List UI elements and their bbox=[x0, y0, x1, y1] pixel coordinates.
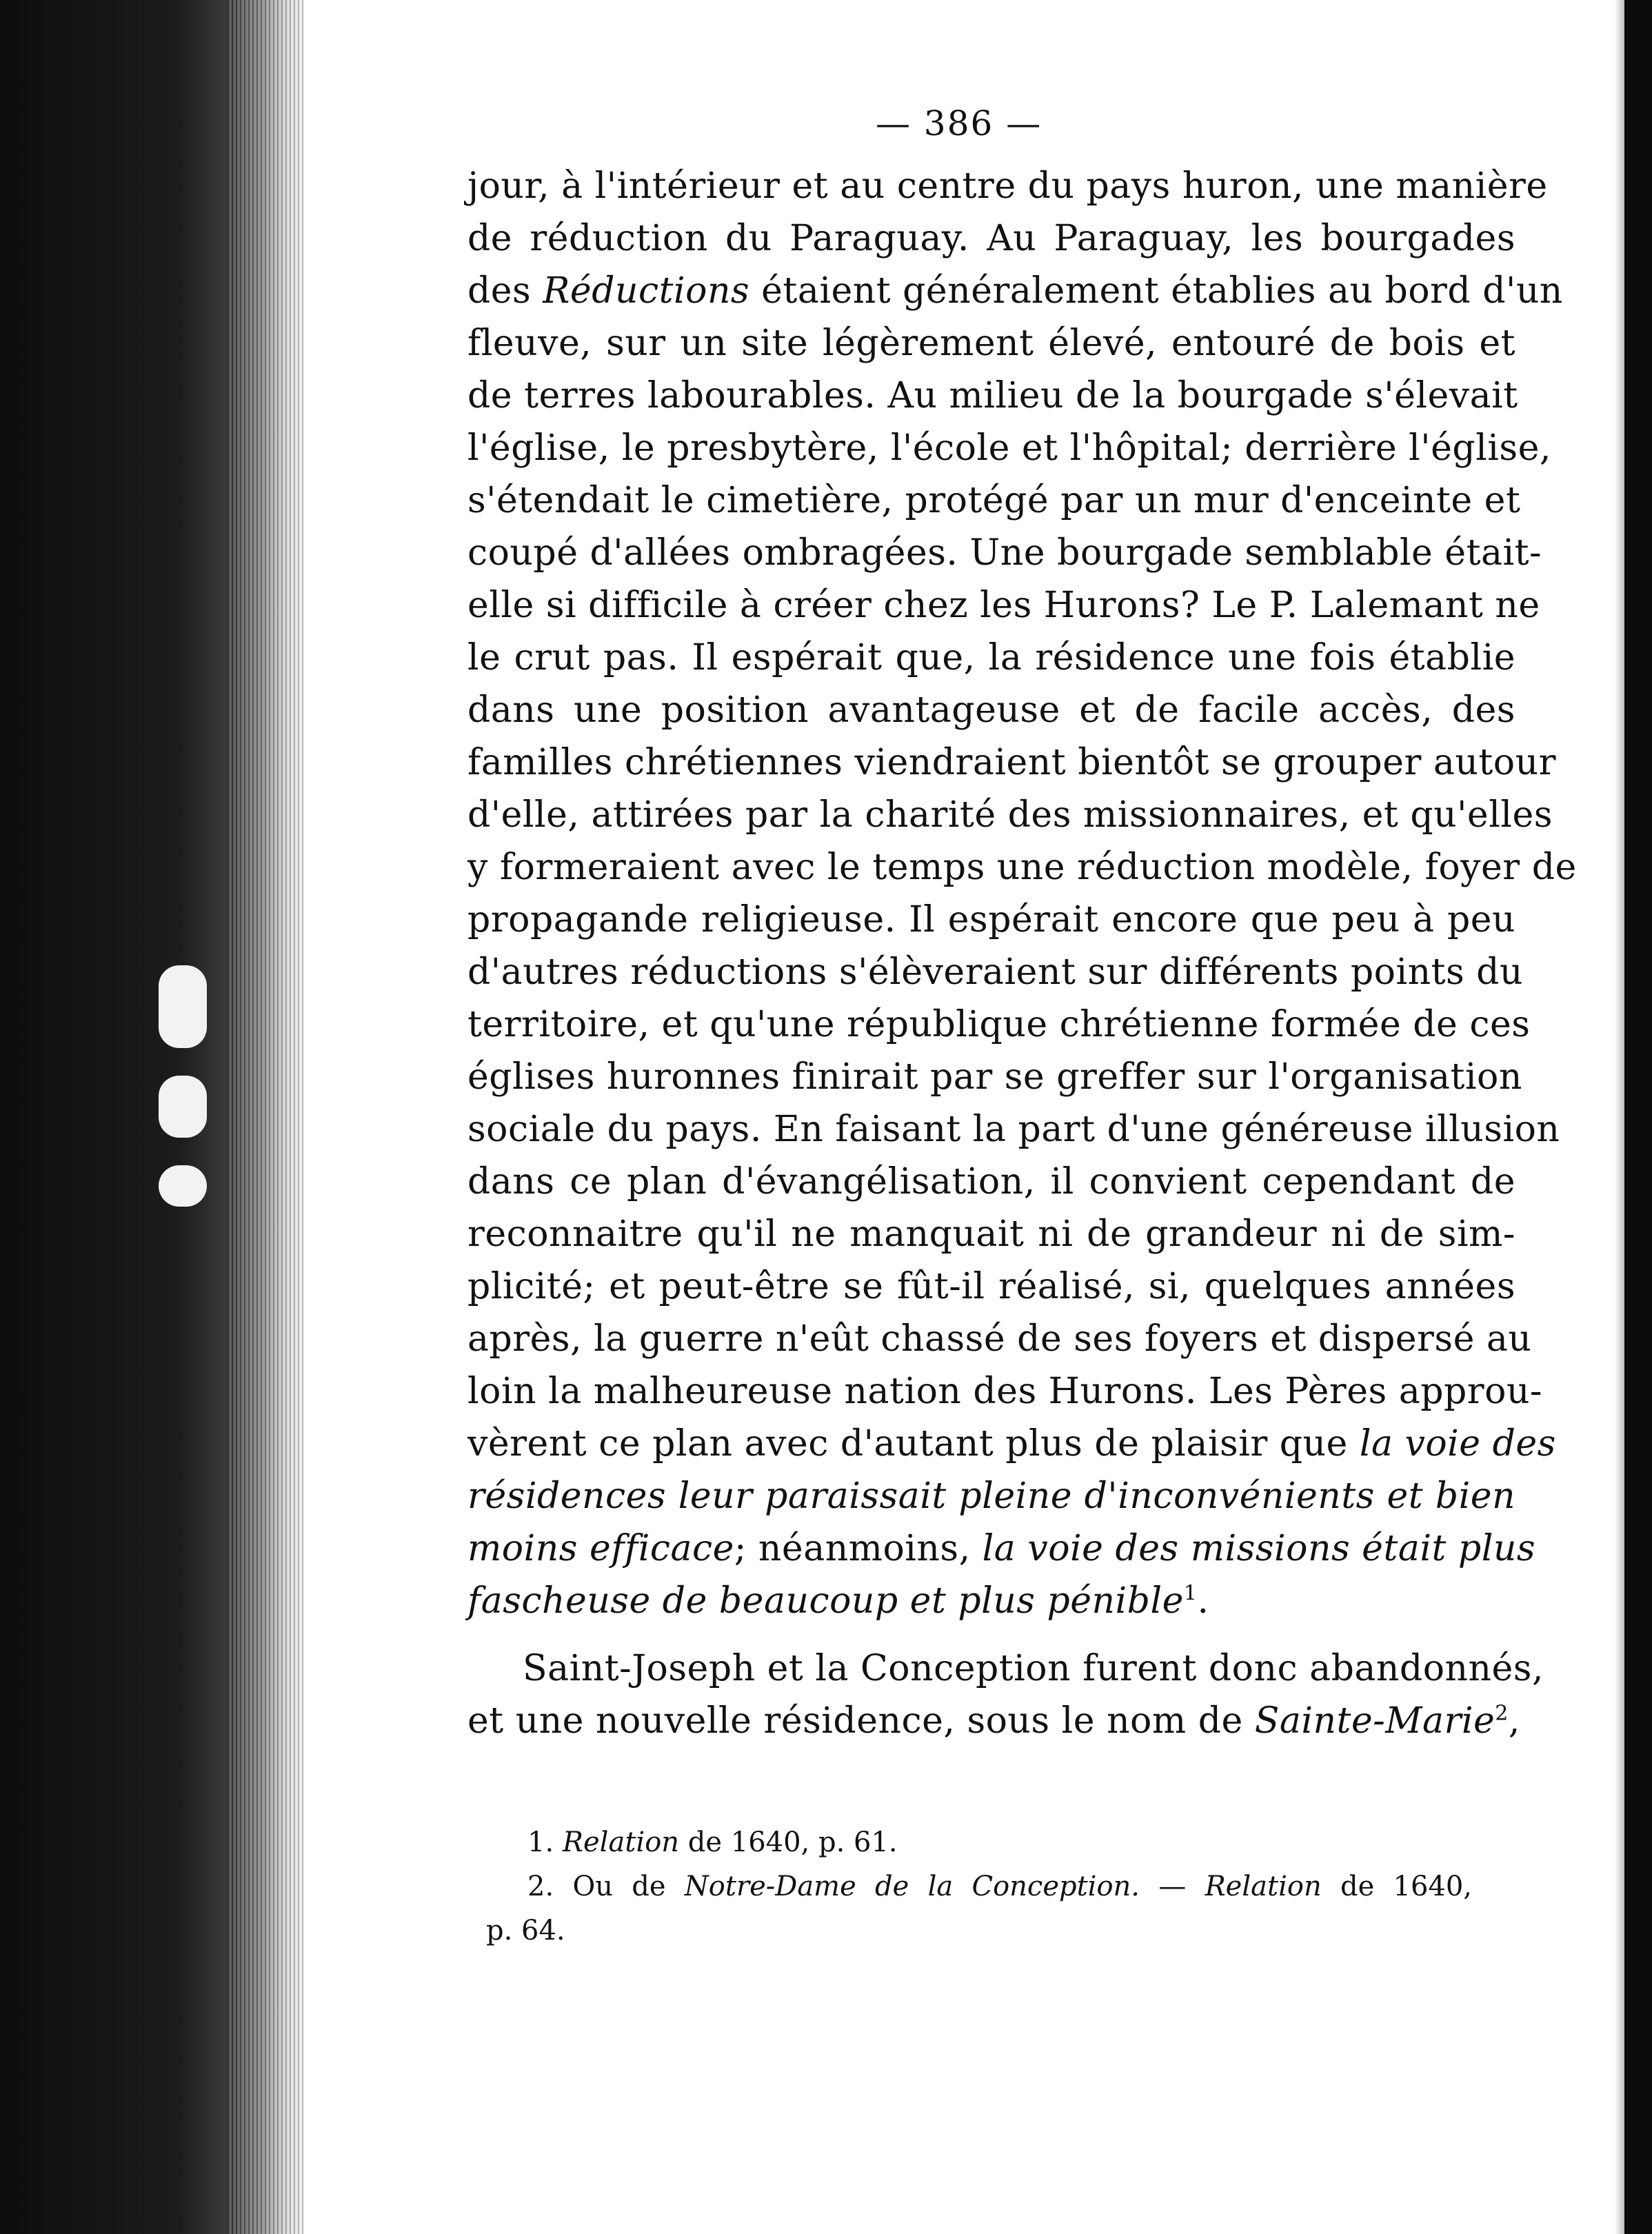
spine-mark-1 bbox=[159, 965, 207, 1048]
text-line: de réduction du Paraguay. Au Paraguay, les bourgades bbox=[467, 218, 1515, 259]
footnote-2-continued: p. 64. bbox=[486, 1915, 565, 1946]
text-line: dans une position avantageuse et de facile accès, des bbox=[467, 690, 1515, 731]
text-line: d'autres réductions s'élèveraient sur différents points du bbox=[467, 952, 1523, 993]
text-line: l'église, le presbytère, l'école et l'hôpital; derrière l'église, bbox=[467, 427, 1551, 469]
text-line: dans ce plan d'évangélisation, il convient cependant de bbox=[467, 1161, 1515, 1202]
body-text bbox=[467, 160, 1577, 1747]
text-line: sociale du pays. En faisant la part d'une généreuse illusion bbox=[467, 1109, 1560, 1150]
text-line: résidences leur paraissait pleine d'inconvénients et bien bbox=[467, 1476, 1515, 1517]
spine-mark-3 bbox=[159, 1165, 207, 1207]
text-line: le crut pas. Il espérait que, la résidence une fois établie bbox=[467, 637, 1515, 678]
footnotes bbox=[486, 1820, 1472, 1953]
text-line: des Réductions étaient généralement établies au bord d'un bbox=[467, 270, 1563, 312]
text-line: territoire, et qu'une république chrétienne formée de ces bbox=[467, 1004, 1531, 1045]
text-line: familles chrétiennes viendraient bientôt se grouper autour bbox=[467, 742, 1556, 783]
text-line: églises huronnes finirait par se greffer sur l'organisation bbox=[467, 1056, 1522, 1098]
text-line: fascheuse de beaucoup et plus pénible$^1$. bbox=[467, 1580, 1209, 1622]
footnote-2: 2. Ou de Notre-Dame de la Conception. — Relation de 1640, bbox=[527, 1871, 1473, 1902]
text-line: jour, à l'intérieur et au centre du pays huron, une manière bbox=[467, 165, 1548, 207]
page-number: — 386 — bbox=[876, 103, 1042, 143]
text-line: vèrent ce plan avec d'autant plus de plaisir que la voie des bbox=[467, 1423, 1556, 1465]
right-black-border bbox=[1624, 0, 1652, 2234]
text-line: coupé d'allées ombragées. Une bourgade semblable était- bbox=[467, 532, 1542, 574]
text-line: fleuve, sur un site légèrement élevé, entouré de bois et bbox=[467, 323, 1515, 364]
text-line: y formeraient avec le temps une réduction modèle, foyer de bbox=[467, 847, 1577, 888]
text-line: Saint-Joseph et la Conception furent donc abandonnés, bbox=[523, 1648, 1544, 1689]
text-line: reconnaitre qu'il ne manquait ni de grandeur ni de sim- bbox=[467, 1214, 1515, 1255]
footnote-1: 1. Relation de 1640, p. 61. bbox=[527, 1827, 898, 1858]
footnote-ref-1: 1 bbox=[1183, 1581, 1198, 1606]
text-line: loin la malheureuse nation des Hurons. Les Pères approu- bbox=[467, 1371, 1543, 1412]
page-right-edge bbox=[1615, 0, 1624, 2234]
text-line: de terres labourables. Au milieu de la bourgade s'élevait bbox=[467, 375, 1518, 416]
text-line: moins efficace; néanmoins, la voie des missions était plus bbox=[467, 1528, 1536, 1569]
spine-mark-2 bbox=[159, 1076, 207, 1138]
text-line: plicité; et peut-être se fût-il réalisé, si, quelques années bbox=[467, 1266, 1515, 1307]
text-line: propagande religieuse. Il espérait encore que peu à peu bbox=[467, 899, 1515, 940]
text-line: d'elle, attirées par la charité des missionnaires, et qu'elles bbox=[467, 794, 1553, 836]
footnote-ref-2: 2 bbox=[1495, 1701, 1509, 1726]
text-line: après, la guerre n'eût chassé de ses foyers et dispersé au bbox=[467, 1318, 1532, 1360]
text-line: elle si difficile à créer chez les Hurons? Le P. Lalemant ne bbox=[467, 585, 1540, 626]
text-line: et une nouvelle résidence, sous le nom de Sainte-Marie$^2$, bbox=[467, 1700, 1520, 1742]
page-edges bbox=[228, 0, 303, 2234]
text-line: s'étendait le cimetière, protégé par un mur d'enceinte et bbox=[467, 480, 1521, 521]
